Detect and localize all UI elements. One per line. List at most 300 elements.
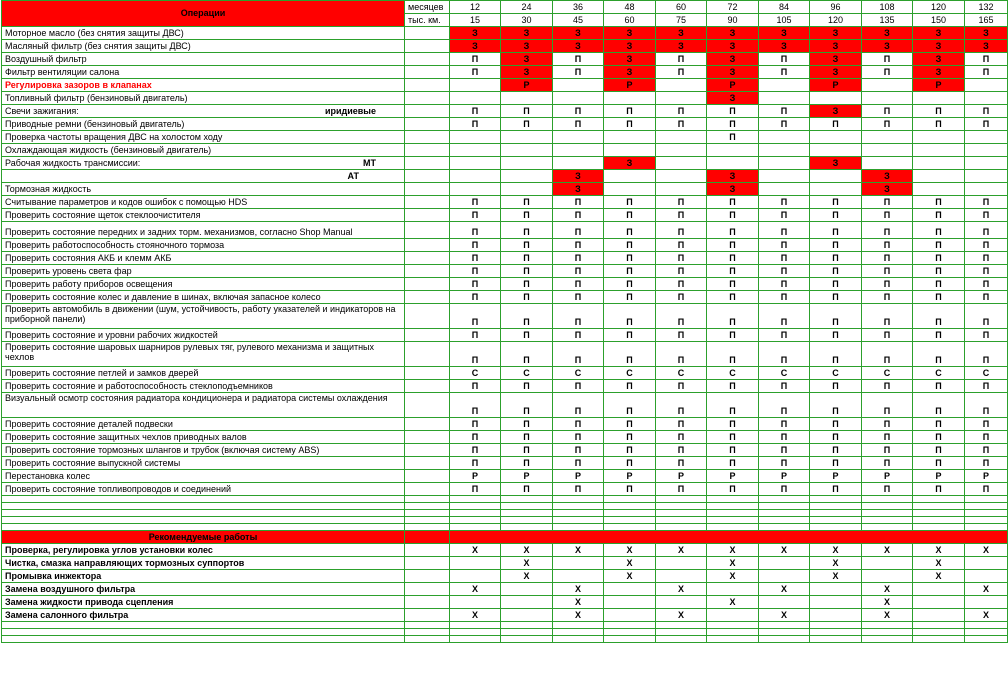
schedule-cell: П [604,483,656,496]
schedule-cell: П [501,380,553,393]
schedule-row [2,393,1008,418]
header-month: 108 [862,1,913,14]
operation-name [2,252,405,265]
schedule-cell: З [913,66,965,79]
schedule-cell: П [965,457,1008,470]
empty-cell [2,517,405,524]
schedule-cell: П [604,393,656,418]
schedule-cell: П [965,393,1008,418]
schedule-cell: З [604,53,656,66]
schedule-cell: П [862,291,913,304]
blank-column-cell [405,291,450,304]
blank-column-cell [405,209,450,222]
schedule-cell: С [707,367,759,380]
empty-cell [450,524,501,531]
schedule-cell [604,92,656,105]
schedule-cell [553,79,604,92]
schedule-row [2,183,1008,196]
schedule-cell: П [862,252,913,265]
schedule-cell [450,144,501,157]
schedule-row [2,66,1008,79]
schedule-cell: С [759,367,810,380]
schedule-cell: П [965,329,1008,342]
operation-name [2,483,405,496]
schedule-cell: П [862,265,913,278]
recommended-header-fill [405,531,450,544]
recommended-cell [810,583,862,596]
schedule-cell [501,92,553,105]
operation-name [2,170,405,183]
schedule-cell: З [553,170,604,183]
blank-column-cell [405,329,450,342]
schedule-cell [913,170,965,183]
recommended-cell: Х [862,609,913,622]
km-label: тыс. км. [405,14,450,27]
operation-label: Проверить состояние передних и задних торм. механизмов, согласно Shop Manual [5,227,353,237]
header-km: 120 [810,14,862,27]
recommended-cell: Х [810,557,862,570]
empty-cell [862,517,913,524]
empty-cell [862,503,913,510]
empty-row [2,636,1008,643]
schedule-cell: П [810,457,862,470]
schedule-cell: П [604,380,656,393]
schedule-cell: П [553,105,604,118]
schedule-cell [862,92,913,105]
empty-cell [810,496,862,503]
recommended-cell: Х [604,570,656,583]
empty-cell [450,510,501,517]
empty-cell [707,629,759,636]
schedule-row [2,380,1008,393]
schedule-cell: П [501,431,553,444]
schedule-cell: П [501,291,553,304]
schedule-cell [604,144,656,157]
recommended-cell: Х [450,544,501,557]
empty-cell [759,622,810,629]
recommended-cell: Х [810,570,862,583]
schedule-cell: П [707,265,759,278]
empty-cell [501,629,553,636]
operation-label: Свечи зажигания: [5,105,79,116]
operation-name [2,291,405,304]
schedule-cell [501,144,553,157]
empty-cell [2,503,405,510]
schedule-cell: Р [501,470,553,483]
operation-label: Тормозная жидкость [5,183,92,194]
empty-cell [707,622,759,629]
recommended-cell: Х [707,570,759,583]
schedule-row [2,92,1008,105]
empty-cell [913,510,965,517]
schedule-cell [862,79,913,92]
schedule-cell: П [759,393,810,418]
schedule-row [2,144,1008,157]
schedule-cell: П [965,265,1008,278]
schedule-cell: П [759,483,810,496]
schedule-cell: П [707,196,759,209]
schedule-cell: П [604,329,656,342]
schedule-cell: П [913,252,965,265]
operation-name [2,367,405,380]
schedule-cell: П [965,342,1008,367]
schedule-cell: П [656,239,707,252]
schedule-cell: П [707,431,759,444]
recommended-header-fill [450,531,1008,544]
schedule-cell [862,144,913,157]
recommended-name: Замена воздушного фильтра [2,583,405,596]
schedule-cell: П [501,457,553,470]
operation-name [2,278,405,291]
schedule-cell [656,79,707,92]
schedule-cell: П [862,483,913,496]
operation-label: Проверить уровень света фар [5,265,132,276]
schedule-cell [656,144,707,157]
empty-cell [450,503,501,510]
recommended-name: Промывка инжектора [2,570,405,583]
empty-cell [759,496,810,503]
operation-name [2,27,405,40]
schedule-cell: П [656,118,707,131]
recommended-cell: Х [656,609,707,622]
recommended-row [2,596,1008,609]
schedule-cell: П [553,53,604,66]
empty-cell [501,622,553,629]
schedule-cell: З [707,92,759,105]
operation-name [2,380,405,393]
blank-column-cell [405,470,450,483]
schedule-cell: П [913,196,965,209]
schedule-cell: П [656,252,707,265]
schedule-cell: П [450,418,501,431]
recommended-cell [656,596,707,609]
schedule-cell: П [965,444,1008,457]
schedule-cell [553,92,604,105]
operation-name [2,418,405,431]
schedule-row [2,444,1008,457]
blank-column-cell [405,444,450,457]
operation-name [2,157,405,170]
empty-cell [965,510,1008,517]
operation-label: Моторное масло (без снятия защиты ДВС) [5,27,184,38]
operation-label: Проверить состояние выпускной системы [5,457,181,468]
recommended-row [2,544,1008,557]
schedule-row [2,457,1008,470]
schedule-cell: П [810,252,862,265]
schedule-cell: П [450,222,501,239]
empty-cell [501,503,553,510]
schedule-cell: П [501,393,553,418]
schedule-cell: П [604,457,656,470]
schedule-cell: П [656,53,707,66]
schedule-cell: З [862,170,913,183]
schedule-cell: З [656,40,707,53]
schedule-cell: П [656,105,707,118]
schedule-cell: П [656,278,707,291]
blank-column-cell [405,170,450,183]
operation-name [2,131,405,144]
blank-column-cell [405,583,450,596]
blank-rows [2,622,1008,643]
recommended-name: Проверка, регулировка углов установки колес [2,544,405,557]
schedule-cell: П [656,444,707,457]
schedule-cell: П [553,418,604,431]
schedule-cell: П [553,342,604,367]
schedule-cell: П [862,380,913,393]
header-km: 75 [656,14,707,27]
empty-cell [862,510,913,517]
schedule-cell: П [913,444,965,457]
schedule-cell: П [810,444,862,457]
schedule-cell: П [965,418,1008,431]
schedule-row [2,105,1008,118]
schedule-cell [965,79,1008,92]
blank-column-cell [405,265,450,278]
schedule-cell: П [759,222,810,239]
operation-label: Проверить состояние колес и давление в шинах, включая запасное колесо [5,291,321,302]
empty-cell [450,517,501,524]
schedule-cell: П [965,66,1008,79]
schedule-cell: П [450,239,501,252]
schedule-cell: З [656,27,707,40]
schedule-cell: П [553,291,604,304]
schedule-cell: П [810,265,862,278]
empty-cell [810,517,862,524]
schedule-cell: П [656,265,707,278]
recommended-cell [810,596,862,609]
header-km: 15 [450,14,501,27]
schedule-cell: З [707,170,759,183]
schedule-cell: П [862,393,913,418]
recommended-cell: Х [553,544,604,557]
header-km: 150 [913,14,965,27]
empty-cell [810,629,862,636]
recommended-header-row [2,531,1008,544]
empty-cell [707,524,759,531]
recommended-cell [965,557,1008,570]
empty-cell [405,636,450,643]
schedule-cell: П [707,291,759,304]
schedule-cell: П [450,444,501,457]
empty-cell [965,524,1008,531]
schedule-cell: П [913,418,965,431]
schedule-cell: П [965,483,1008,496]
schedule-cell [656,170,707,183]
empty-cell [604,622,656,629]
schedule-cell: П [810,118,862,131]
schedule-cell: П [759,53,810,66]
operation-sublabel: иридиевые [324,105,376,116]
operation-label: Приводные ремни (бензиновый двигатель) [5,118,185,129]
schedule-cell [965,183,1008,196]
header-month: 84 [759,1,810,14]
recommended-cell: Х [913,557,965,570]
recommended-body [2,544,1008,622]
schedule-cell: С [604,367,656,380]
recommended-cell [862,557,913,570]
schedule-cell: П [553,66,604,79]
recommended-cell [965,570,1008,583]
schedule-cell: П [759,304,810,329]
recommended-cell [604,609,656,622]
schedule-cell: П [913,222,965,239]
blank-column-cell [405,157,450,170]
schedule-cell: П [862,222,913,239]
schedule-cell: П [707,418,759,431]
schedule-cell: П [759,196,810,209]
schedule-cell: П [553,304,604,329]
operation-name [2,66,405,79]
schedule-cell [810,170,862,183]
schedule-cell: З [604,157,656,170]
schedule-cell [759,144,810,157]
recommended-cell [656,570,707,583]
schedule-cell [604,170,656,183]
empty-cell [656,629,707,636]
blank-column-cell [405,131,450,144]
empty-cell [604,510,656,517]
schedule-cell: П [604,418,656,431]
empty-cell [501,636,553,643]
schedule-cell: З [810,157,862,170]
schedule-cell [913,131,965,144]
operation-label: Проверить состояние топливопроводов и соединений [5,483,232,494]
schedule-cell: Р [810,470,862,483]
recommended-row [2,583,1008,596]
schedule-cell: П [604,342,656,367]
operation-label: Перестановка колес [5,470,91,481]
schedule-cell: П [656,431,707,444]
empty-row [2,622,1008,629]
recommended-cell [501,596,553,609]
recommended-cell: Х [913,570,965,583]
schedule-cell: П [450,278,501,291]
schedule-cell: П [604,209,656,222]
schedule-cell: Р [604,79,656,92]
empty-cell [707,503,759,510]
recommended-cell: Х [450,583,501,596]
schedule-cell: П [759,342,810,367]
empty-cell [913,622,965,629]
empty-cell [405,496,450,503]
schedule-cell: П [553,393,604,418]
schedule-cell: Р [656,470,707,483]
operation-name [2,209,405,222]
operation-name [2,239,405,252]
schedule-cell: П [553,118,604,131]
recommended-cell [501,583,553,596]
schedule-cell [759,79,810,92]
empty-cell [913,524,965,531]
schedule-cell: П [450,304,501,329]
empty-cell [965,629,1008,636]
schedule-cell: З [553,40,604,53]
schedule-cell: Р [965,470,1008,483]
empty-cell [707,517,759,524]
schedule-row [2,418,1008,431]
schedule-cell: З [707,40,759,53]
blank-column-cell [405,27,450,40]
empty-cell [405,629,450,636]
operation-name [2,304,405,329]
recommended-cell [604,596,656,609]
schedule-cell: П [913,431,965,444]
recommended-cell: Х [707,544,759,557]
schedule-cell: П [656,222,707,239]
recommended-cell: Х [553,609,604,622]
recommended-cell [553,557,604,570]
schedule-cell [965,170,1008,183]
schedule-cell: П [450,209,501,222]
schedule-cell: П [810,196,862,209]
schedule-cell: П [862,457,913,470]
schedule-cell: П [810,209,862,222]
blank-column-cell [405,544,450,557]
recommended-cell: Х [501,557,553,570]
operation-label: Рабочая жидкость трансмиссии: [5,157,141,168]
empty-cell [501,524,553,531]
schedule-cell: Р [913,470,965,483]
schedule-cell: П [965,380,1008,393]
schedule-cell: П [450,329,501,342]
schedule-body [2,1,1008,496]
schedule-cell: П [965,118,1008,131]
schedule-cell: П [913,105,965,118]
schedule-cell: С [810,367,862,380]
schedule-cell: С [862,367,913,380]
schedule-cell: Р [810,79,862,92]
empty-row [2,517,1008,524]
schedule-cell: П [553,196,604,209]
schedule-cell [553,131,604,144]
schedule-row [2,196,1008,209]
empty-cell [656,524,707,531]
empty-cell [553,517,604,524]
schedule-cell: П [810,291,862,304]
schedule-cell: П [707,342,759,367]
schedule-cell: П [862,342,913,367]
schedule-row [2,431,1008,444]
schedule-cell [604,131,656,144]
schedule-row [2,342,1008,367]
schedule-cell: С [965,367,1008,380]
schedule-cell [759,170,810,183]
schedule-cell [913,144,965,157]
recommended-cell [913,609,965,622]
schedule-cell: П [604,252,656,265]
schedule-cell: П [707,131,759,144]
schedule-cell: З [810,27,862,40]
empty-cell [656,496,707,503]
blank-column-cell [405,252,450,265]
header-month: 120 [913,1,965,14]
schedule-cell: Р [862,470,913,483]
blank-column-cell [405,278,450,291]
empty-cell [405,517,450,524]
schedule-cell: П [450,105,501,118]
recommended-cell: Х [501,570,553,583]
schedule-cell: П [965,209,1008,222]
operation-label: Проверить работоспособность стояночного тормоза [5,239,225,250]
schedule-cell: П [913,457,965,470]
operation-name [2,265,405,278]
empty-cell [862,629,913,636]
schedule-cell: Р [913,79,965,92]
empty-cell [604,524,656,531]
schedule-cell: З [913,53,965,66]
blank-column-cell [405,570,450,583]
schedule-cell: З [707,66,759,79]
